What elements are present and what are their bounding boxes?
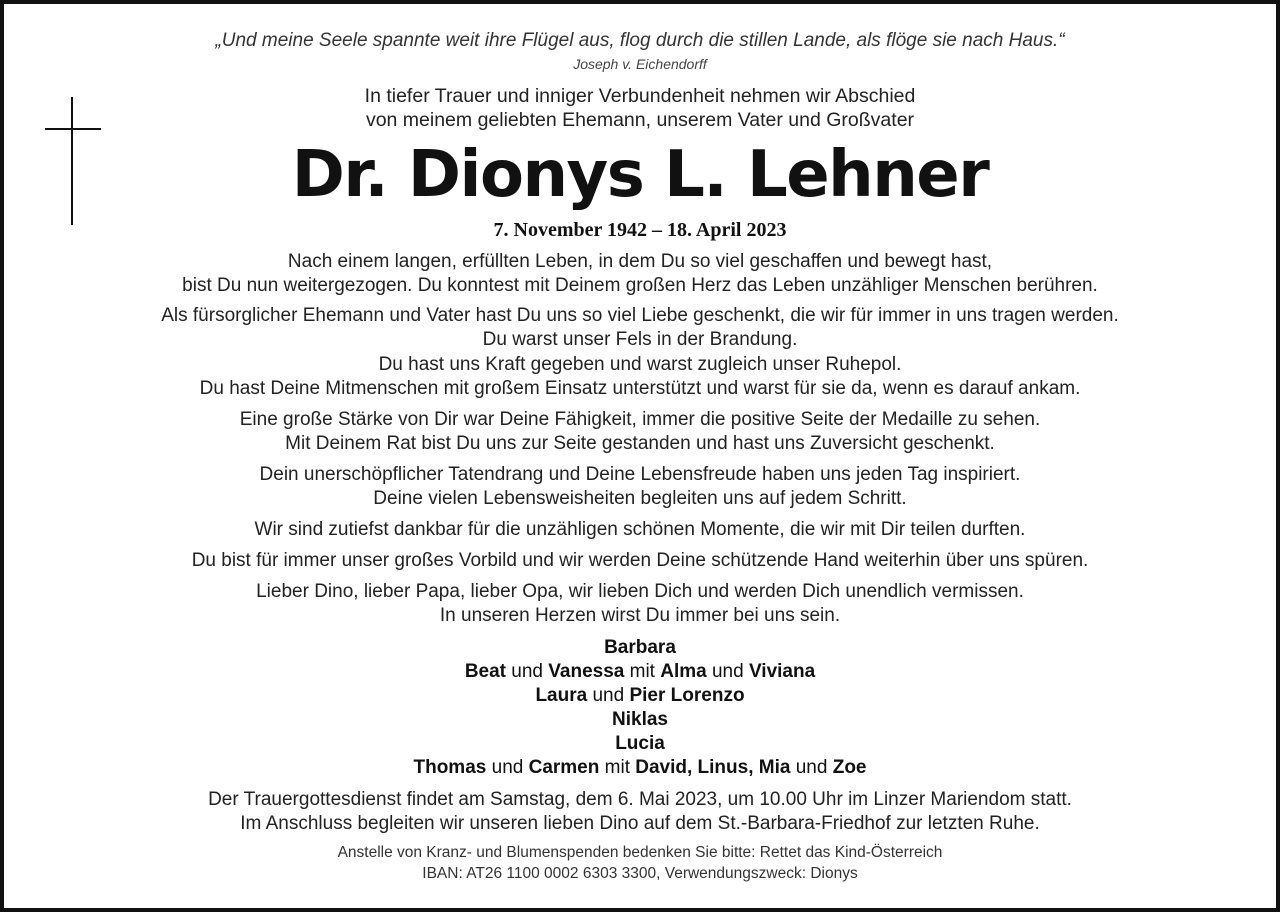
family-member-name: Barbara — [604, 637, 676, 658]
family-member-name: Niklas — [612, 709, 668, 730]
conjunction: mit — [629, 661, 655, 682]
conjunction: und — [491, 757, 524, 778]
family-line-6 — [0, 757, 1280, 779]
body-line: Du bist für immer unser großes Vorbild und wir werden Deine schützende Hand weiterhin über uns spüren. — [191, 550, 1089, 571]
intro-line-2: von meinem geliebten Ehemann, unserem Vater und Großvater — [365, 109, 915, 131]
body-line: Mit Deinem Rat bist Du uns zur Seite gestanden und hast uns Zuversicht geschenkt. — [285, 433, 995, 454]
body-line: Als fürsorglicher Ehemann und Vater hast Du uns so viel Liebe geschenkt, die wir für immer in uns tragen werden. — [161, 305, 1119, 326]
family-member-name: Lucia — [615, 733, 665, 754]
epigraph-quote: „Und meine Seele spannte weit ihre Flügel aus, flog durch die stillen Lande, als flöge sie nach Haus.“ — [215, 30, 1065, 51]
family-member-name: Viviana — [748, 661, 816, 682]
life-dates: 7. November 1942 – 18. April 2023 — [493, 219, 787, 241]
conjunction: und — [795, 757, 828, 778]
family-line-5 — [0, 733, 1280, 755]
family-member-name: Thomas — [413, 757, 487, 778]
body-line: In unseren Herzen wirst Du immer bei uns sein. — [439, 605, 841, 626]
family-member-name: Alma — [660, 661, 707, 682]
service-line-1: Der Trauergottesdienst findet am Samstag, dem 6. Mai 2023, um 10.00 Uhr im Linzer Mariendom statt. — [208, 789, 1072, 810]
conjunction: und — [592, 685, 625, 706]
family-line-4 — [0, 709, 1280, 731]
intro-line-1: In tiefer Trauer und inniger Verbundenheit nehmen wir Abschied — [364, 85, 916, 107]
conjunction: mit — [604, 757, 630, 778]
conjunction: und — [711, 661, 744, 682]
body-line: bist Du nun weitergezogen. Du konntest mit Deinem großen Herz das Leben unzähliger Menschen berühren. — [182, 275, 1098, 296]
body-line: Eine große Stärke von Dir war Deine Fähigkeit, immer die positive Seite der Medaille zu sehen. — [239, 409, 1041, 430]
donation-line-2: IBAN: AT26 1100 0002 6303 3300, Verwendungszweck: Dionys — [422, 865, 858, 882]
body-line: Lieber Dino, lieber Papa, lieber Opa, wir lieben Dich und werden Dich unendlich vermissen. — [256, 581, 1024, 602]
body-line: Du warst unser Fels in der Brandung. — [482, 329, 798, 350]
body-line: Du hast uns Kraft gegeben und warst zugleich unser Ruhepol. — [378, 354, 902, 375]
family-member-name: Vanessa — [548, 661, 625, 682]
body-line: Deine vielen Lebensweisheiten begleiten uns auf jedem Schritt. — [373, 488, 907, 509]
family-member-name: Pier Lorenzo — [629, 685, 745, 706]
body-line: Wir sind zutiefst dankbar für die unzähligen schönen Momente, die wir mit Dir teilen durften. — [254, 519, 1026, 540]
service-line-2: Im Anschluss begleiten wir unseren lieben Dino auf dem St.-Barbara-Friedhof zur letzten Ruhe. — [240, 813, 1040, 834]
donation-line-1: Anstelle von Kranz- und Blumenspenden bedenken Sie bitte: Rettet das Kind-Österreich — [337, 844, 943, 861]
epigraph-author: Joseph v. Eichendorff — [573, 56, 707, 72]
family-member-name: Laura — [535, 685, 588, 706]
body-line: Dein unerschöpflicher Tatendrang und Deine Lebensfreude haben uns jeden Tag inspiriert. — [259, 464, 1021, 485]
body-line: Nach einem langen, erfüllten Leben, in dem Du so viel geschaffen und bewegt hast, — [287, 251, 993, 272]
family-line-1 — [0, 637, 1280, 659]
family-member-name: Carmen — [528, 757, 600, 778]
family-member-name: Zoe — [832, 757, 867, 778]
family-line-3 — [0, 685, 1280, 707]
family-member-name: Beat — [464, 661, 506, 682]
body-line: Du hast Deine Mitmenschen mit großem Einsatz unterstützt und warst für sie da, wenn es darauf ankam. — [199, 378, 1081, 399]
deceased-name: Dr. Dionys L. Lehner — [291, 138, 989, 212]
family-member-name: David, Linus, Mia — [635, 757, 791, 778]
conjunction: und — [511, 661, 543, 682]
family-line-2 — [0, 661, 1280, 683]
